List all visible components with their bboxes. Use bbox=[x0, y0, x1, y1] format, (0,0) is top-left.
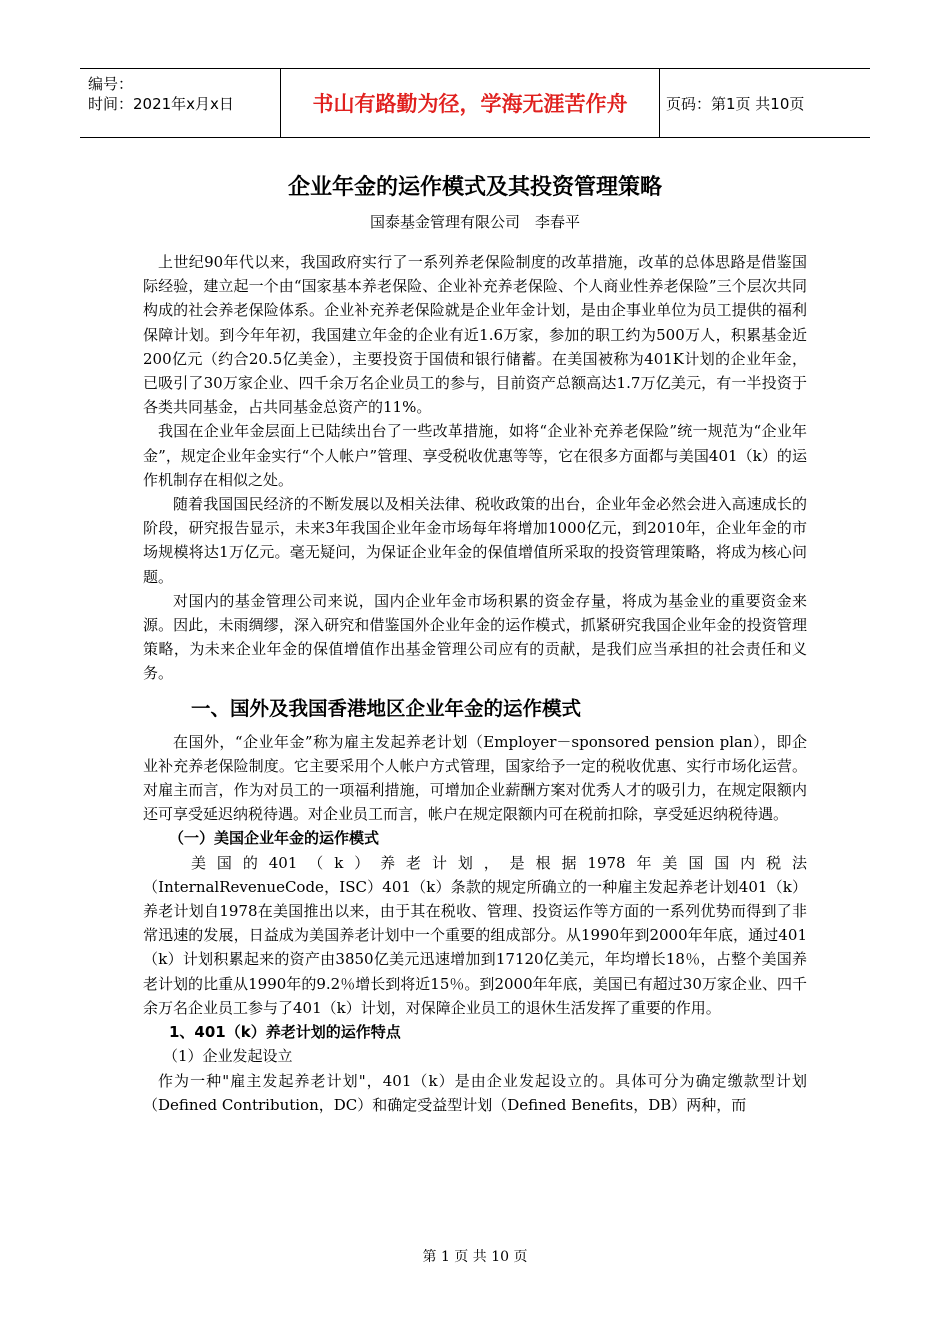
document-title: 企业年金的运作模式及其投资管理策略 bbox=[287, 175, 662, 200]
number-label: 编号： bbox=[88, 75, 134, 93]
page-footer: 第 1 页 共 10 页 bbox=[422, 1249, 528, 1265]
paragraph-us-rest: （InternalRevenueCode，ISC）401（k）条款的规定所确立的一种雇主发起养老计划401（k）养老计划自1978在美国推出以来，由于其在税收、管理、投资运作等方面的一系列优势而得到了非常迅速的发展，日益成为美国养老计划中一个重要的组成部分。从1990年到2000年年底，通过401（k）计划积累起来的资产由3850亿美元迅速增加到17120亿美元，年均增长18％，占整个美国养老计划的比重从1990年的9.2％增长到将近15％。到2000年年底，美国已有超过30万家企业、四千余万名企业员工参与了401（k）计划，对保障企业员工的退休生活发挥了重要的作用。 bbox=[143, 877, 807, 1017]
page-info: 页码：第1页 共10页 bbox=[666, 94, 805, 113]
section-heading-1: 一、国外及我国香港地区企业年金的运作模式 bbox=[191, 696, 582, 720]
paragraph-intro: 上世纪90年代以来，我国政府实行了一系列养老保险制度的改革措施，改革的总体思路是借鉴国际经验，建立起一个由“国家基本养老保险、企业补充养老保险、个人商业性养老保险”三个层次共同构成的社会养老保险体系。企业补充养老保险就是企业年金计划，是由企事业单位为员工提供的福利保障计划。到今年年初，我国建立年金的企业有近1.6万家，参加的职工约为500万人，积累基金近200亿元（约合20.5亿美金），主要投资于国债和银行储蓄。在美国被称为401K计划的企业年金，已吸引了30万家企业、四千余万名企业员工的参与，目前资产总额高达1.7万亿美元，有一半投资于各类共同基金，占共同基金总资产的11%。 bbox=[143, 253, 807, 417]
page-header bbox=[80, 68, 870, 138]
time-label: 时间：2021年x月x日 bbox=[88, 95, 234, 113]
paragraph-growth: 随着我国国民经济的不断发展以及相关法律、税收政策的出台，企业年金必然会进入高速成长的阶段，研究报告显示，未来3年我国企业年金市场每年将增加1000亿元，到2010年，企业年金的市场规模将达1万亿元。毫无疑问，为保证企业年金的保值增值所采取的投资管理策略，将成为核心问题。 bbox=[143, 495, 807, 586]
subsection-heading-us: （一）美国企业年金的运作模式 bbox=[169, 829, 380, 848]
paragraph-fund-companies: 对国内的基金管理公司来说，国内企业年金市场积累的资金存量，将成为基金业的重要资金来源。因此，未雨绸缪，深入研究和借鉴国外企业年金的运作模式，抓紧研究我国企业年金的投资管理策略，为未来企业年金的保值增值作出基金管理公司应有的贡献，是我们应当承担的社会责任和义务。 bbox=[143, 591, 807, 683]
paragraph-enterprise-sponsored: 作为一种"雇主发起养老计划"，401（k）是由企业发起设立的。具体可分为确定缴款型计划（Defined Contribution，DC）和确定受益型计划（Defined Benefits，DB）两种，而 bbox=[143, 1071, 807, 1114]
header-motto-cell bbox=[281, 69, 660, 137]
point-heading-1: 1、401（k）养老计划的运作特点 bbox=[169, 1023, 401, 1042]
paragraph-reform: 我国在企业年金层面上已陆续出台了一些改革措施，如将“企业补充养老保险”统一规范为“企业年金”，规定企业年金实行“个人帐户”管理、享受税收优惠等等，它在很多方面都与美国401（k）的运作机制存在相似之处。 bbox=[143, 422, 807, 489]
motto-text: 书山有路勤为径，学海无涯苦作舟 bbox=[312, 92, 628, 116]
header-meta bbox=[80, 69, 281, 137]
paragraph-us-line1: 美国的401（k）养老计划，是根据1978年美国国内税法 bbox=[191, 853, 807, 872]
document-body bbox=[143, 250, 807, 1117]
point-subheading-1: （1）企业发起设立 bbox=[163, 1047, 293, 1066]
document-author: 国泰基金管理有限公司 李春平 bbox=[369, 213, 580, 231]
paragraph-foreign: 在国外，“企业年金”称为雇主发起养老计划（Employer－sponsored pension plan），即企业补充养老保险制度。它主要采用个人帐户方式管理，国家给予一定的税收优惠、实行市场化运营。对雇主而言，作为对员工的一项福利措施，可增加企业薪酬方案对优秀人才的吸引力，在规定限额内还可享受延迟纳税待遇。对企业员工而言，帐户在规定限额内可在税前扣除，享受延迟纳税待遇。 bbox=[143, 732, 807, 824]
